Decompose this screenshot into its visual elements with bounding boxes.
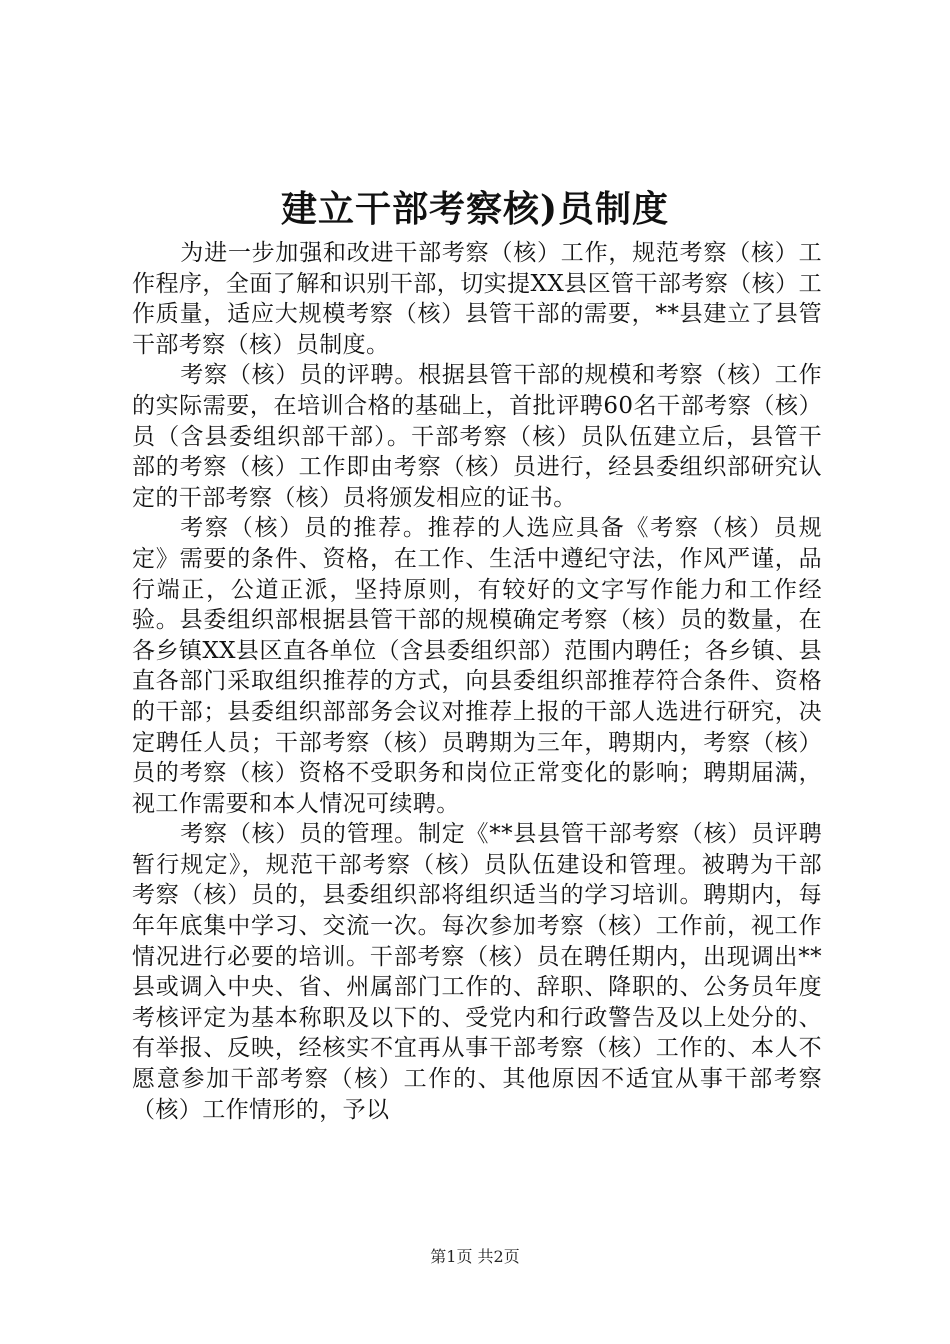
- document-title: 建立干部考察核)员制度: [280, 188, 670, 230]
- page-number-footer: 第1页 共2页: [430, 1247, 520, 1266]
- paragraph-recommendation: 考察（核）员的推荐。推荐的人选应具备《考察（核）员规定》需要的条件、资格，在工作、生活中遵纪守法，作风严谨，品行端正，公道正派，坚持原则，有较好的文字写作能力和工作经验。县委组织部根据县管干部的规模确定考察（核）员的数量，在各乡镇XX县区直各单位（含县委组织部）范围内聘任；各乡镇、县直各部门采取组织推荐的方式，向县委组织部推荐符合条件、资格的干部；县委组织部部务会议对推荐上报的干部人选进行研究，决定聘任人员；干部考察（核）员聘期为三年，聘期内，考察（核）员的考察（核）资格不受职务和岗位正常变化的影响；聘期届满，视工作需要和本人情况可续聘。: [132, 515, 822, 817]
- paragraph-appointment: 考察（核）员的评聘。根据县管干部的规模和考察（核）工作的实际需要，在培训合格的基础上，首批评聘60名干部考察（核）员（含县委组织部干部）。干部考察（核）员队伍建立后，县管干部的考察（核）工作即由考察（核）员进行，经县委组织部研究认定的干部考察（核）员将颁发相应的证书。: [132, 362, 822, 511]
- paragraph-management: 考察（核）员的管理。制定《**县县管干部考察（核）员评聘暂行规定》，规范干部考察（核）员队伍建设和管理。被聘为干部考察（核）员的，县委组织部将组织适当的学习培训。聘期内，每年年底集中学习、交流一次。每次参加考察（核）工作前，视工作情况进行必要的培训。干部考察（核）员在聘任期内，出现调出**县或调入中央、省、州属部门工作的、辞职、降职的、公务员年度考核评定为基本称职及以下的、受党内和行政警告及以上处分的、有举报、反映，经核实不宜再从事干部考察（核）工作的、本人不愿意参加干部考察（核）工作的、其他原因不适宜从事干部考察（核）工作情形的，予以: [132, 821, 822, 1123]
- paragraph-intro: 为进一步加强和改进干部考察（核）工作，规范考察（核）工作程序，全面了解和识别干部，切实提XX县区管干部考察（核）工作质量，适应大规模考察（核）县管干部的需要，**县建立了县管干部考察（核）员制度。: [132, 240, 822, 358]
- document-body: [132, 238, 822, 1125]
